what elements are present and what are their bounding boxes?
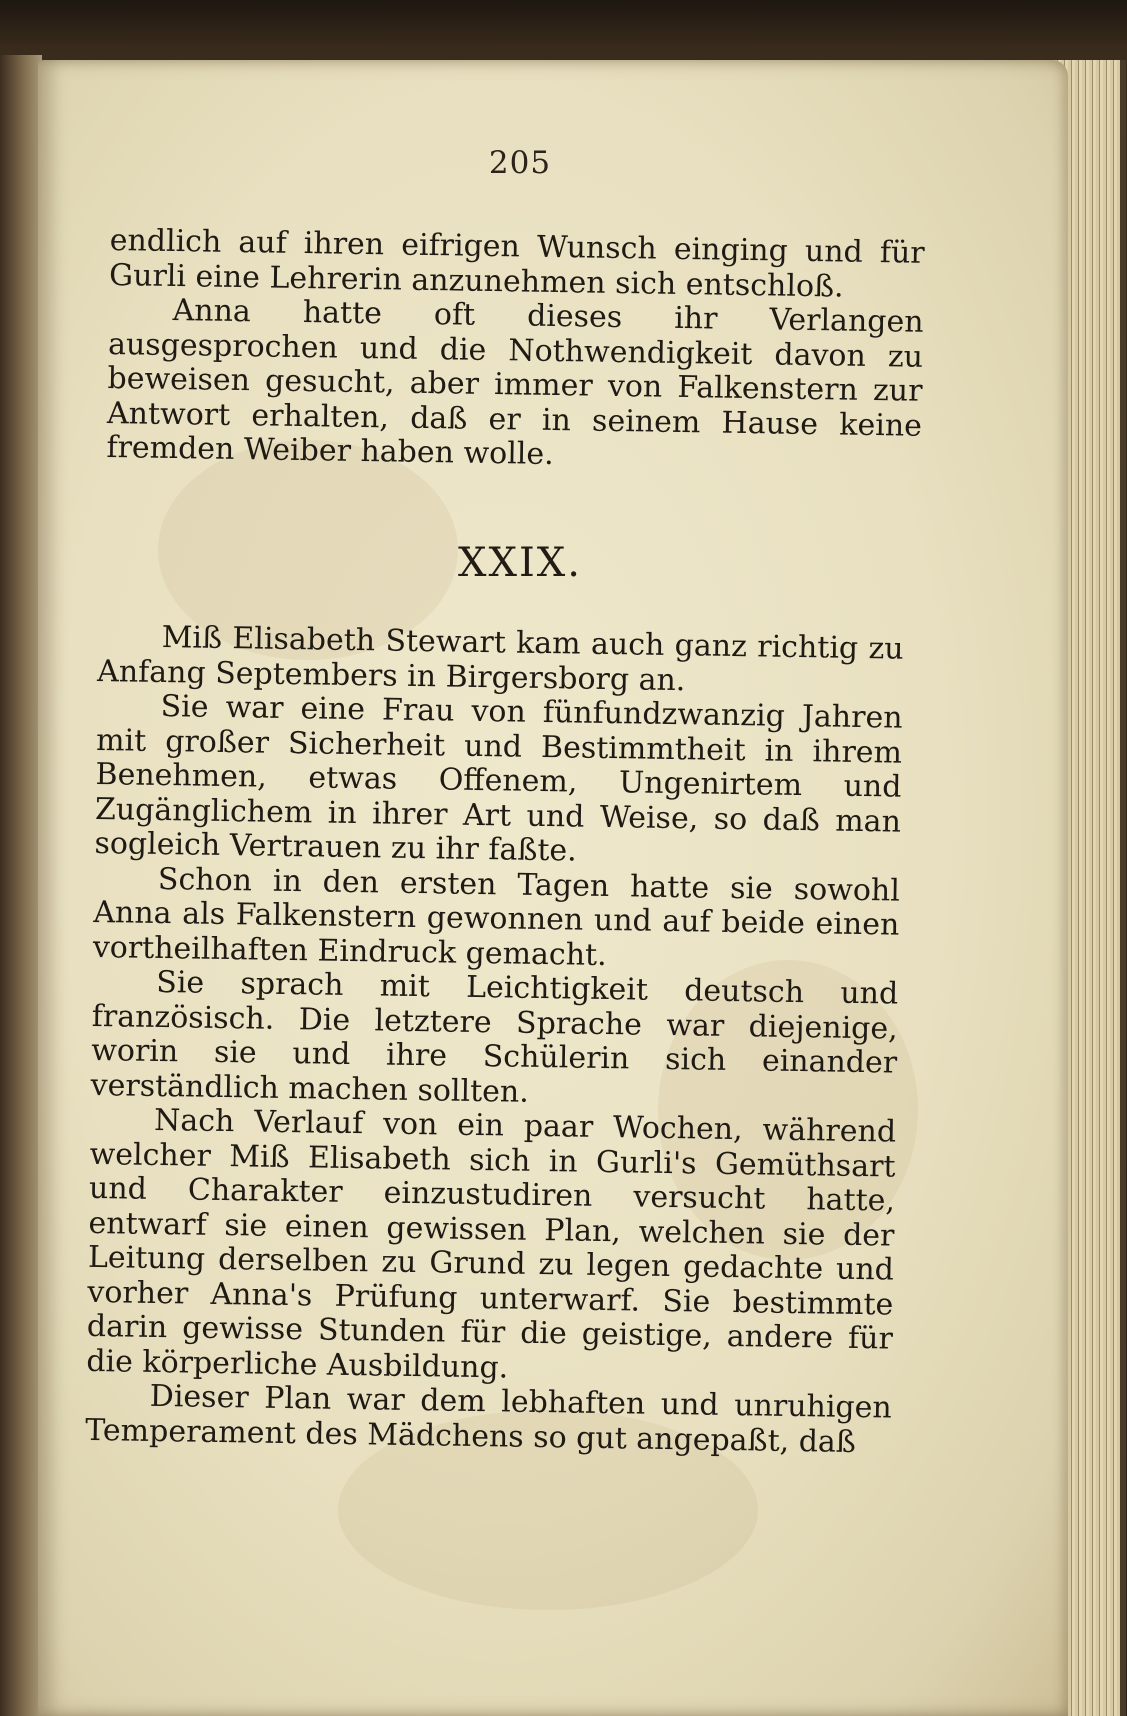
paragraph: endlich auf ihren eifrigen Wunsch einging und für Gurli eine Lehrerin anzunehmen sich entschloß. (108, 223, 925, 305)
paragraph: Schon in den ersten Tagen hatte sie sowohl Anna als Falkenstern gewonnen und auf beide einen vortheilhaften Eindruck gemacht. (92, 861, 901, 973)
text-block-chapter-body (85, 620, 904, 1461)
page-number: 205 (488, 145, 552, 181)
paragraph: Sie sprach mit Leichtigkeit deutsch und französisch. Die letztere Sprache war diejenige, worin sie und ihre Schülerin sich einander verständlich machen sollten. (90, 964, 899, 1110)
previous-page-edge (0, 55, 42, 1716)
paragraph: Nach Verlauf von ein paar Wochen, während welcher Miß Elisabeth sich in Gurli's Gemüthsart und Charakter einzustudiren versucht hatte, entwarf sie einen gewissen Plan, welchen sie der Leitung derselben zu Grund zu legen gedachte und vorher Anna's Prüfung unterwarf. Sie bestimmte darin gewisse Stunden für die geistige, andere für die körperliche Ausbildung. (86, 1102, 897, 1386)
text-block-before-chapter (106, 224, 925, 478)
chapter-heading: XXIX. (458, 540, 582, 586)
paragraph: Anna hatte oft dieses ihr Verlangen ausgesprochen und die Nothwendigkeit davon zu beweisen gesucht, aber immer von Falkenstern zur Antwort erhalten, daß er in seinem Hause keine fremden Weiber haben wolle. (106, 292, 924, 472)
paragraph: Sie war eine Frau von fünfundzwanzig Jahren mit großer Sicherheit und Bestimmtheit in ihrem Benehmen, etwas Offenem, Ungenirtem und Zugänglichem in ihrer Art und Weise, so daß man sogleich Vertrauen zu ihr faßte. (94, 688, 903, 869)
paragraph: Dieser Plan war dem lebhaften und unruhigen Temperament des Mädchens so gut angepaßt, daß (85, 1378, 892, 1460)
paragraph: Miß Elisabeth Stewart kam auch ganz richtig zu Anfang Septembers in Birgersborg an. (96, 620, 904, 698)
